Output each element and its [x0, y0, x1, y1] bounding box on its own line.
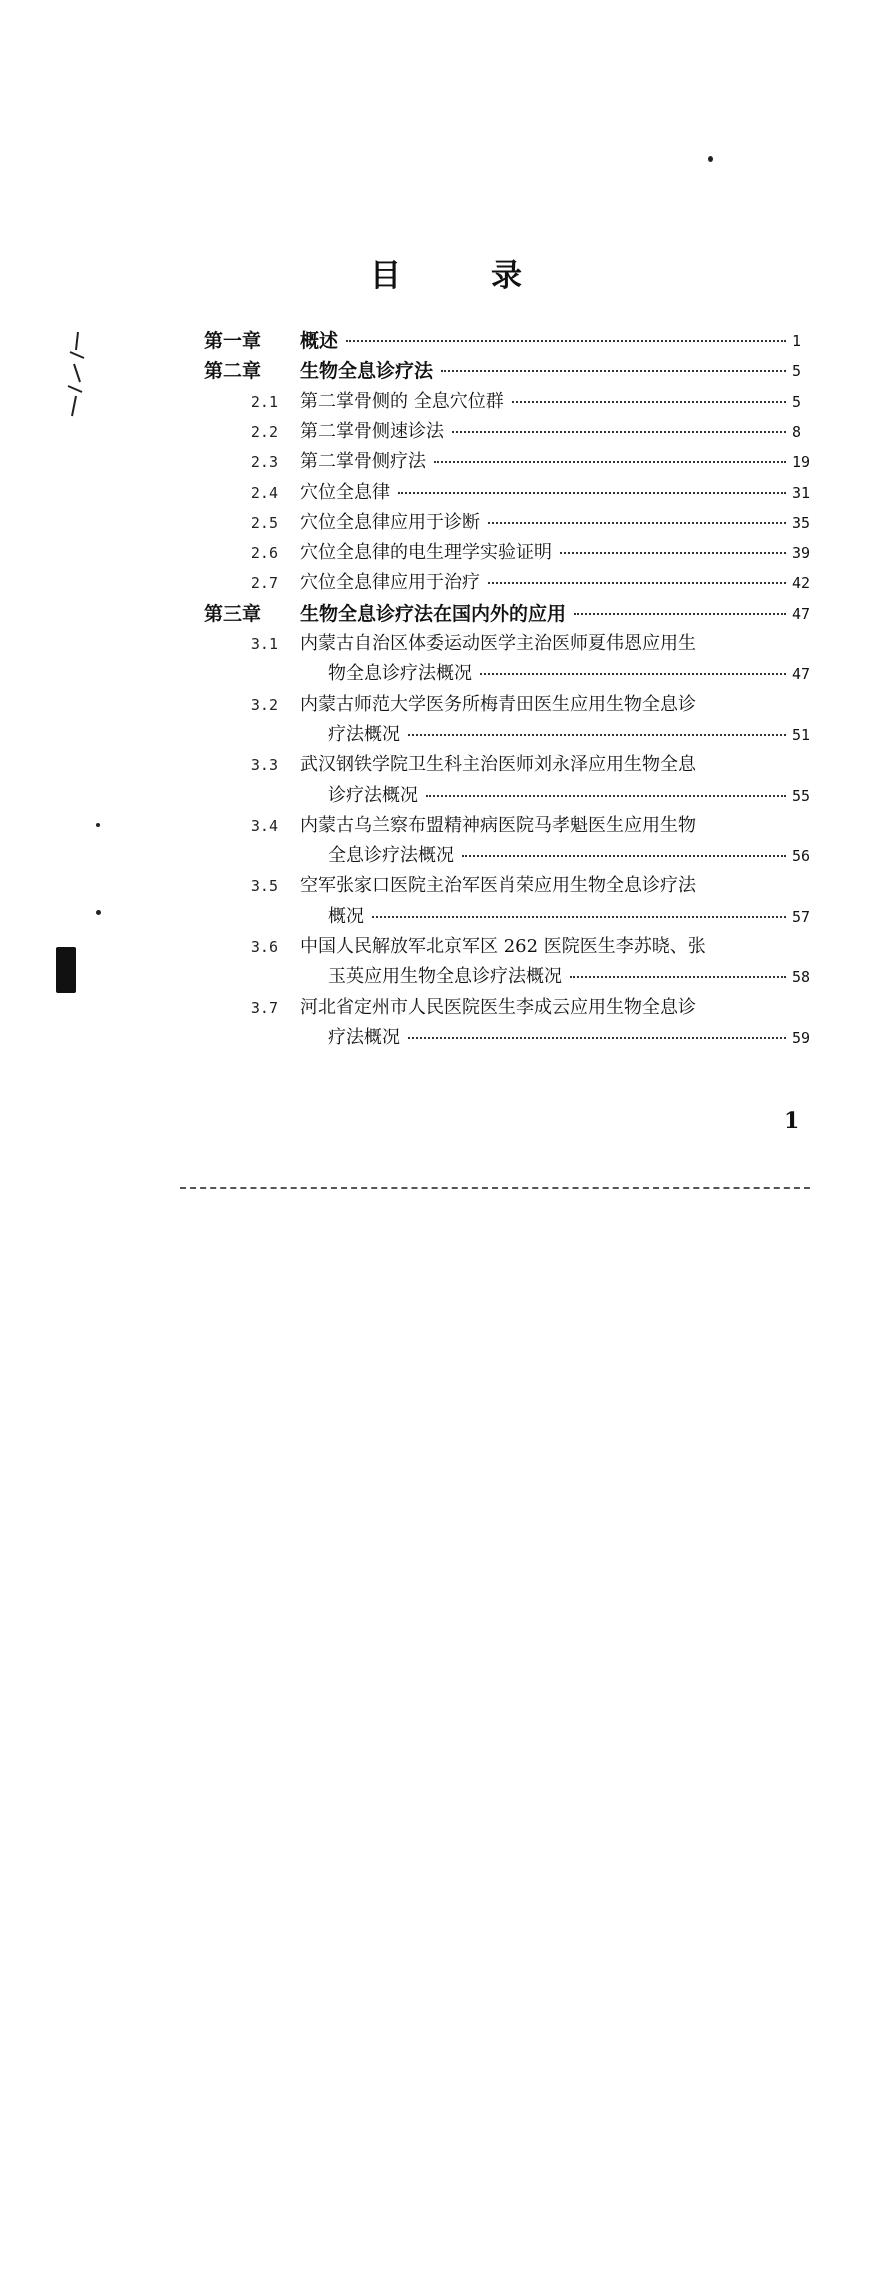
- toc-entry: [0, 417, 892, 447]
- entry-page-number: 47: [792, 665, 811, 684]
- entry-page-number: 39: [792, 544, 811, 563]
- toc-entry: [0, 720, 892, 750]
- entry-title: 中国人民解放军北京军区 262 医院医生李苏晓、张: [300, 936, 706, 957]
- chapter-number: 第三章: [204, 602, 262, 625]
- section-number: 2.1: [250, 392, 278, 411]
- scan-speck: [96, 823, 100, 827]
- dot-leader: [441, 370, 786, 372]
- entry-page-number: 31: [792, 483, 811, 502]
- toc-entry: [0, 841, 892, 871]
- entry-page-number: 1: [792, 332, 802, 350]
- section-number: 3.6: [250, 938, 278, 956]
- entry-title: 第二掌骨侧的 全息穴位群: [300, 390, 504, 412]
- toc-entry: [0, 599, 892, 629]
- toc-entry: [0, 690, 892, 720]
- entry-page-number: 42: [792, 574, 811, 593]
- section-number: 3.7: [250, 998, 278, 1017]
- entry-title: 穴位全息律应用于治疗: [300, 572, 480, 594]
- bottom-rule: [180, 1187, 810, 1189]
- entry-title: 生物全息诊疗法: [300, 360, 434, 383]
- entry-title: 空军张家口医院主治军医肖荣应用生物全息诊疗法: [300, 875, 696, 897]
- entry-page-number: 35: [792, 513, 811, 532]
- toc-entry: [0, 962, 892, 992]
- toc-entry: [0, 356, 892, 386]
- section-number: 2.4: [250, 483, 278, 502]
- dot-leader: [488, 522, 786, 524]
- entry-page-number: 5: [792, 362, 802, 381]
- toc-entry: [0, 932, 892, 962]
- entry-title: 内蒙古师范大学医务所梅青田医生应用生物全息诊: [300, 693, 696, 715]
- section-number: 3.1: [250, 635, 278, 653]
- entry-title: 概述: [300, 330, 339, 352]
- toc-entry: [0, 447, 892, 477]
- dot-leader: [408, 734, 786, 736]
- entry-page-number: 57: [792, 907, 811, 926]
- dot-leader: [426, 795, 786, 797]
- entry-title: 内蒙古乌兰察布盟精神病医院马孝魁医生应用生物: [300, 814, 696, 836]
- entry-page-number: 58: [792, 968, 811, 987]
- toc-entry: [0, 871, 892, 901]
- dot-leader: [574, 613, 786, 615]
- entry-title: 穴位全息律的电生理学实验证明: [300, 542, 552, 564]
- section-number: 2.3: [250, 453, 278, 472]
- entry-title: 河北省定州市人民医院医生李成云应用生物全息诊: [300, 996, 696, 1018]
- toc-entry: [0, 538, 892, 568]
- entry-page-number: 51: [792, 725, 811, 744]
- entry-page-number: 47: [792, 604, 811, 623]
- title-char-right: 录: [491, 258, 522, 294]
- toc-entry: [0, 1023, 892, 1053]
- toc-entry: [0, 750, 892, 780]
- section-number: 3.5: [250, 877, 278, 896]
- dot-leader: [398, 492, 786, 494]
- section-number: 2.5: [250, 513, 278, 532]
- entry-title: 内蒙古自治区体委运动医学主治医师夏伟恩应用生: [300, 633, 696, 654]
- margin-handwriting: [60, 330, 90, 420]
- section-number: 3.4: [250, 816, 278, 835]
- dot-leader: [488, 582, 786, 584]
- toc-entry: [0, 629, 892, 659]
- entry-title: 概况: [328, 905, 364, 927]
- entry-title: 穴位全息律: [300, 481, 390, 503]
- entry-title: 全息诊疗法概况: [328, 845, 454, 867]
- toc-entry: [0, 781, 892, 811]
- toc-entry: [0, 902, 892, 932]
- entry-page-number: 5: [792, 392, 802, 411]
- toc-entry: [0, 993, 892, 1023]
- entry-page-number: 55: [792, 786, 811, 805]
- entry-page-number: 8: [792, 422, 802, 441]
- entry-title: 诊疗法概况: [328, 784, 418, 806]
- entry-title: 第二掌骨侧速诊法: [300, 420, 444, 442]
- toc-entry: [0, 326, 892, 356]
- chapter-number: 第二章: [204, 360, 262, 383]
- entry-title: 物全息诊疗法概况: [328, 663, 472, 685]
- entry-title: 生物全息诊疗法在国内外的应用: [300, 602, 567, 625]
- chapter-number: 第一章: [204, 330, 262, 352]
- toc-entry: [0, 659, 892, 689]
- scan-speck: [708, 156, 713, 162]
- toc-entry: [0, 811, 892, 841]
- dot-leader: [408, 1037, 786, 1039]
- toc-entry: [0, 508, 892, 538]
- dot-leader: [462, 855, 786, 857]
- dot-leader: [570, 976, 786, 978]
- scan-tab-mark: [56, 947, 76, 993]
- toc-entry: [0, 478, 892, 508]
- section-number: 2.2: [250, 422, 278, 441]
- title-char-left: 目: [370, 258, 401, 294]
- entry-page-number: 19: [792, 453, 811, 472]
- dot-leader: [434, 461, 786, 463]
- entry-title: 玉英应用生物全息诊疗法概况: [328, 966, 562, 988]
- page-title: [0, 250, 892, 295]
- entry-page-number: 59: [792, 1028, 811, 1047]
- scan-speck: [96, 910, 101, 915]
- section-number: 2.6: [250, 544, 278, 563]
- toc-entry: [0, 568, 892, 598]
- toc-entry: [0, 387, 892, 417]
- dot-leader: [452, 431, 786, 433]
- section-number: 3.2: [250, 695, 278, 714]
- section-number: 3.3: [250, 756, 278, 775]
- page-number: 1: [784, 1108, 800, 1134]
- entry-title: 疗法概况: [328, 723, 400, 745]
- dot-leader: [512, 401, 786, 403]
- entry-page-number: 56: [792, 847, 811, 866]
- entry-title: 第二掌骨侧疗法: [300, 451, 426, 473]
- dot-leader: [372, 916, 786, 918]
- entry-title: 疗法概况: [328, 1026, 400, 1048]
- dot-leader: [346, 340, 786, 342]
- dot-leader: [560, 552, 786, 554]
- dot-leader: [480, 673, 786, 675]
- entry-title: 穴位全息律应用于诊断: [300, 511, 480, 533]
- entry-title: 武汉钢铁学院卫生科主治医师刘永泽应用生物全息: [300, 754, 696, 776]
- section-number: 2.7: [250, 574, 278, 593]
